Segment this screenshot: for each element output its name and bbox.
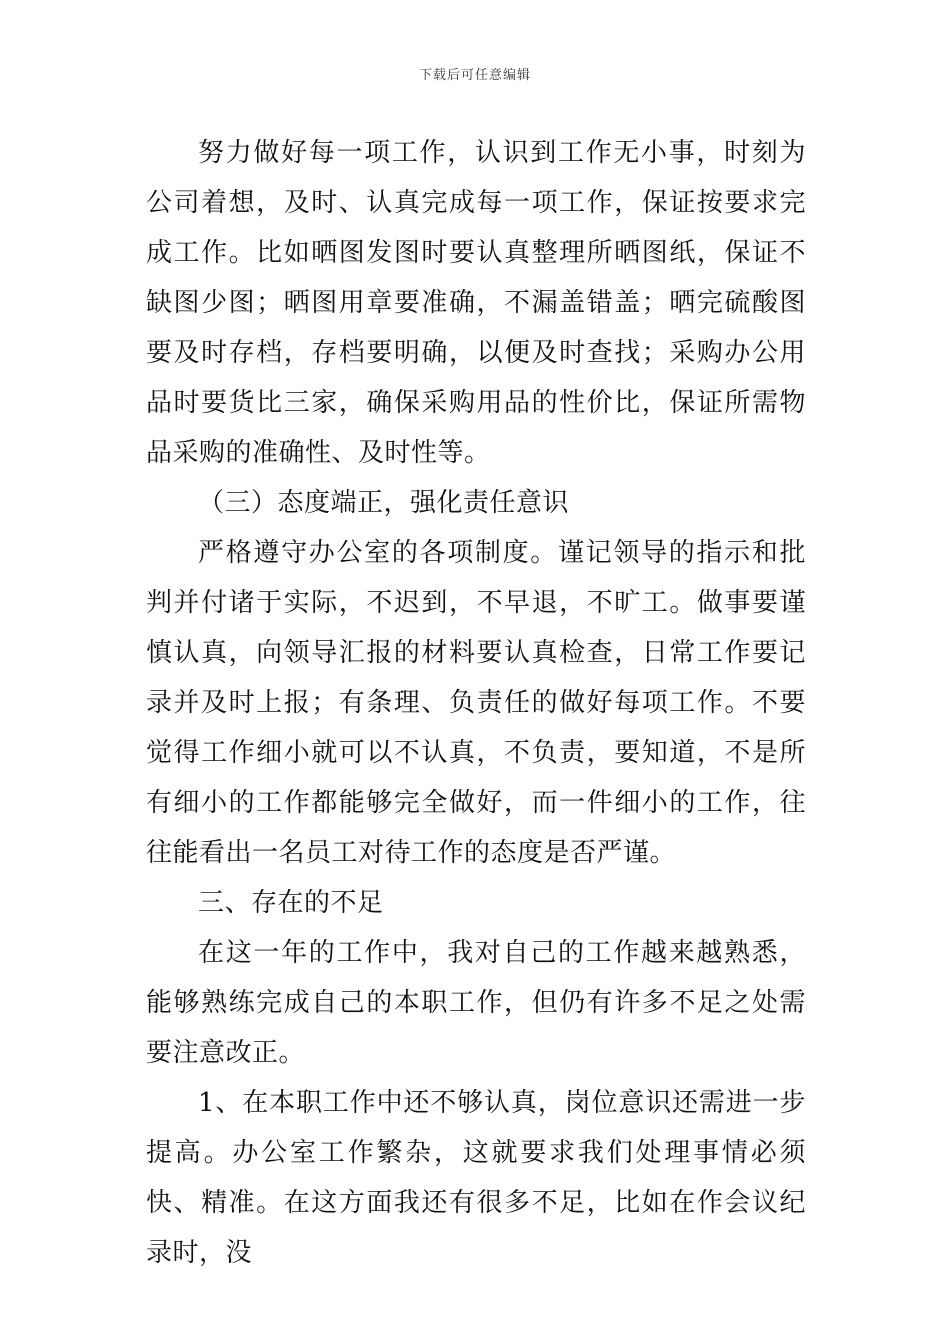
paragraph-shortcoming-1: 1、在本职工作中还不够认真，岗位意识还需进一步提高。办公室工作繁杂，这就要求我们处理事情必须快、精准。在这方面我还有很多不足，比如在作会议纪录时，没 <box>146 1088 806 1268</box>
page-header: 下载后可任意编辑 <box>418 68 531 83</box>
paragraph-work-attitude: 努力做好每一项工作，认识到工作无小事，时刻为公司着想，及时、认真完成每一项工作，保证按要求完成工作。比如晒图发图时要认真整理所晒图纸，保证不缺图少图；晒图用章要准确，不漏盖错盖；晒完硫酸图要及时存档，存档要明确，以便及时查找；采购办公用品时要货比三家，确保采购用品的性价比，保证所需物品采购的准确性、及时性等。 <box>146 138 806 468</box>
section-heading-shortcomings: 三、存在的不足 <box>198 888 384 918</box>
section-heading-attitude: （三）态度端正，强化责任意识 <box>198 488 570 518</box>
paragraph-shortcomings-intro: 在这一年的工作中，我对自己的工作越来越熟悉，能够熟练完成自己的本职工作，但仍有许多不足之处需要注意改正。 <box>146 938 806 1068</box>
paragraph-rules: 严格遵守办公室的各项制度。谨记领导的指示和批判并付诸于实际，不迟到，不早退，不旷工。做事要谨慎认真，向领导汇报的材料要认真检查，日常工作要记录并及时上报；有条理、负责任的做好每项工作。不要觉得工作细小就可以不认真，不负责，要知道，不是所有细小的工作都能够完全做好，而一件细小的工作，往往能看出一名员工对待工作的态度是否严谨。 <box>146 538 806 868</box>
document-body <box>146 128 806 1278</box>
